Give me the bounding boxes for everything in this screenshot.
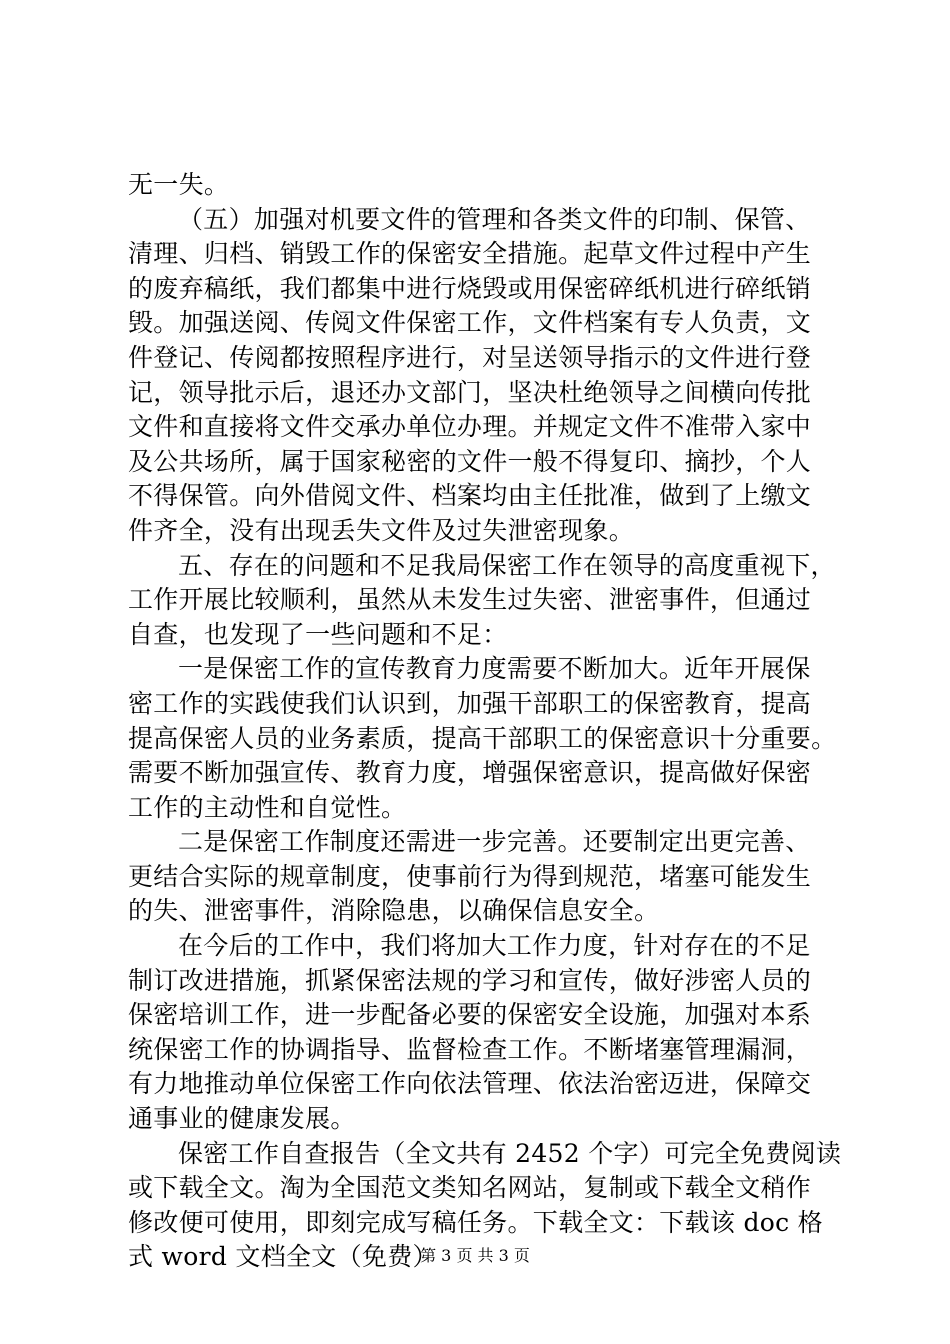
text-line: 工作开展比较顺利，虽然从未发生过失密、泄密事件，但通过: [128, 585, 812, 615]
text-line: 一是保密工作的宣传教育力度需要不断加大。近年开展保: [178, 654, 811, 684]
text-line: 需要不断加强宣传、教育力度，增强保密意识，提高做好保密: [128, 758, 812, 788]
page-number-footer: 第 3 页 共 3 页: [420, 1246, 530, 1265]
text-line: 提高保密人员的业务素质，提高干部职工的保密意识十分重要。: [128, 723, 837, 753]
text-line: 有力地推动单位保密工作向依法管理、依法治密迈进，保障交: [128, 1069, 812, 1099]
text-line: 保密培训工作，进一步配备必要的保密安全设施，加强对本系: [128, 1000, 812, 1030]
document-body: [128, 168, 844, 1275]
text-line: 文件和直接将文件交承办单位办理。并规定文件不准带入家中: [128, 412, 812, 442]
text-line: 的废弃稿纸，我们都集中进行烧毁或用保密碎纸机进行碎纸销: [128, 273, 812, 303]
text-line: 自查，也发现了一些问题和不足：: [128, 619, 508, 649]
text-line: 修改便可使用，即刻完成写稿任务。下载全文：下载该 doc 格: [128, 1207, 823, 1237]
text-line: 式 word 文档全文（免费）: [128, 1242, 438, 1272]
text-line: 密工作的实践使我们认识到，加强干部职工的保密教育，提高: [128, 688, 812, 718]
text-line: 二是保密工作制度还需进一步完善。还要制定出更完善、: [178, 827, 811, 857]
text-line: 保密工作自查报告（全文共有 2452 个字）可完全免费阅读: [178, 1138, 842, 1168]
text-line: 记，领导批示后，退还办文部门，坚决杜绝领导之间横向传批: [128, 377, 812, 407]
text-line: 更结合实际的规章制度，使事前行为得到规范，堵塞可能发生: [128, 861, 812, 891]
text-line: 件登记、传阅都按照程序进行，对呈送领导指示的文件进行登: [128, 342, 812, 372]
text-line: 的失、泄密事件，消除隐患，以确保信息安全。: [128, 896, 660, 926]
text-line: （五）加强对机要文件的管理和各类文件的印制、保管、: [178, 204, 811, 234]
text-line: 统保密工作的协调指导、监督检查工作。不断堵塞管理漏洞，: [128, 1034, 812, 1064]
text-line: 五、存在的问题和不足我局保密工作在领导的高度重视下，: [178, 550, 836, 580]
text-line: 及公共场所，属于国家秘密的文件一般不得复印、摘抄，个人: [128, 446, 812, 476]
text-line: 无一失。: [128, 170, 230, 199]
text-line: 或下载全文。淘为全国范文类知名网站，复制或下载全文稍作: [128, 1173, 812, 1203]
text-line: 在今后的工作中，我们将加大工作力度，针对存在的不足: [178, 931, 811, 961]
text-line: 清理、归档、销毁工作的保密安全措施。起草文件过程中产生: [128, 239, 812, 269]
text-line: 不得保管。向外借阅文件、档案均由主任批准，做到了上缴文: [128, 481, 812, 511]
text-line: 制订改进措施，抓紧保密法规的学习和宣传，做好涉密人员的: [128, 965, 812, 995]
text-line: 通事业的健康发展。: [128, 1104, 356, 1134]
text-line: 件齐全，没有出现丢失文件及过失泄密现象。: [128, 515, 635, 545]
text-line: 工作的主动性和自觉性。: [128, 792, 407, 822]
text-line: 毁。加强送阅、传阅文件保密工作，文件档案有专人负责，文: [128, 308, 812, 338]
